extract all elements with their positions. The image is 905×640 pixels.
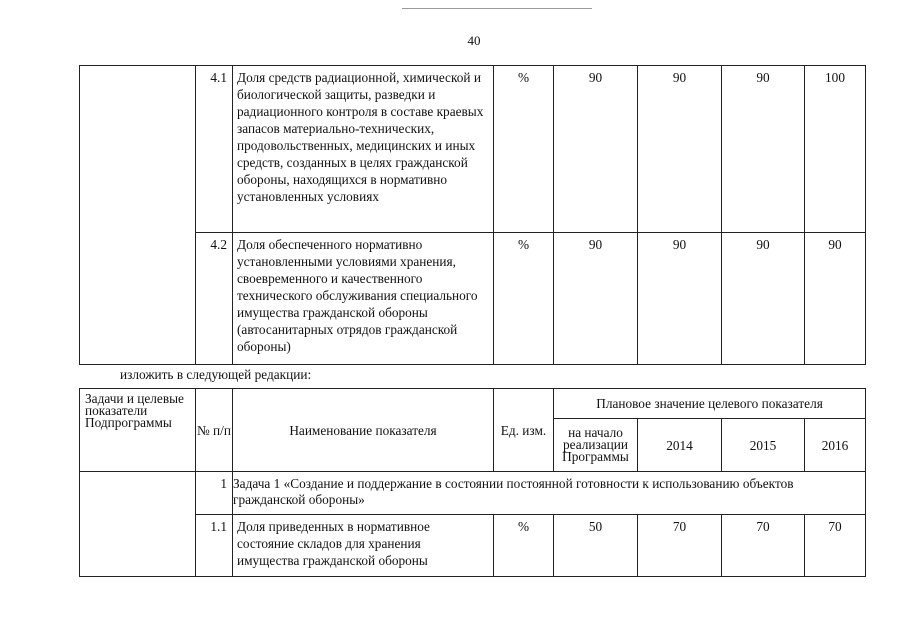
empty-task-cell — [80, 66, 196, 365]
task-number: 1 — [196, 472, 233, 515]
table-row — [80, 515, 866, 577]
indicator-name-text: Доля приведенных в нормативное состояние складов для хранения имущества гражданской обороны — [237, 519, 430, 568]
indicator-name-text: Доля средств радиационной, химической и биологической защиты, разведки и радиационного контроля в составе краевых запасов материально-технических, продовольственных, медицинских и иных средств, созданных в целях гражданской обороны, находящихся в нормативно установленных условиях — [237, 70, 484, 204]
lead-text: изложить в следующей редакции: — [120, 367, 312, 382]
header-2016: 2016 — [805, 419, 866, 472]
row-number: 4.2 — [196, 233, 233, 365]
value-2014: 90 — [638, 66, 722, 233]
value-2016: 90 — [805, 233, 866, 365]
header-tasks: Задачи и целевые показатели Подпрограммы — [80, 389, 196, 472]
header-indicator-name: Наименование показателя — [233, 389, 494, 472]
value-2016: 100 — [805, 66, 866, 233]
header-row — [80, 389, 866, 419]
top-rule — [402, 8, 592, 9]
value-2015: 90 — [722, 233, 805, 365]
page-number: 40 — [467, 33, 481, 48]
header-start: на начало реализации Программы — [554, 419, 638, 472]
table-row — [80, 66, 866, 233]
header-2014: 2014 — [638, 419, 722, 472]
row-number: 1.1 — [196, 515, 233, 577]
indicator-table-old — [79, 65, 866, 365]
indicator-name — [233, 66, 494, 233]
empty-task-cell — [80, 472, 196, 577]
header-2015: 2015 — [722, 419, 805, 472]
task-title: Задача 1 «Создание и поддержание в состоянии постоянной готовности к использованию объектов гражданской обороны» — [233, 472, 866, 515]
indicator-table-new — [79, 388, 866, 577]
value-start: 90 — [554, 233, 638, 365]
unit-cell: % — [494, 233, 554, 365]
indicator-name — [233, 233, 494, 365]
value-2014: 90 — [638, 233, 722, 365]
header-plan-value: Плановое значение целевого показателя — [554, 389, 866, 419]
table-row — [80, 233, 866, 365]
value-2016: 70 — [805, 515, 866, 577]
header-number: № п/п — [196, 389, 233, 472]
value-start: 90 — [554, 66, 638, 233]
value-start: 50 — [554, 515, 638, 577]
task-row — [80, 472, 866, 515]
value-2015: 90 — [722, 66, 805, 233]
row-number: 4.1 — [196, 66, 233, 233]
value-2014: 70 — [638, 515, 722, 577]
indicator-name-text: Доля обеспеченного нормативно установленными условиями хранения, своевременного и качественного технического обслуживания специального имущества гражданской обороны (автосанитарных отрядов гражданской обороны) — [237, 237, 478, 354]
value-2015: 70 — [722, 515, 805, 577]
unit-cell: % — [494, 515, 554, 577]
indicator-name — [233, 515, 494, 577]
header-unit: Ед. изм. — [494, 389, 554, 472]
unit-cell: % — [494, 66, 554, 233]
